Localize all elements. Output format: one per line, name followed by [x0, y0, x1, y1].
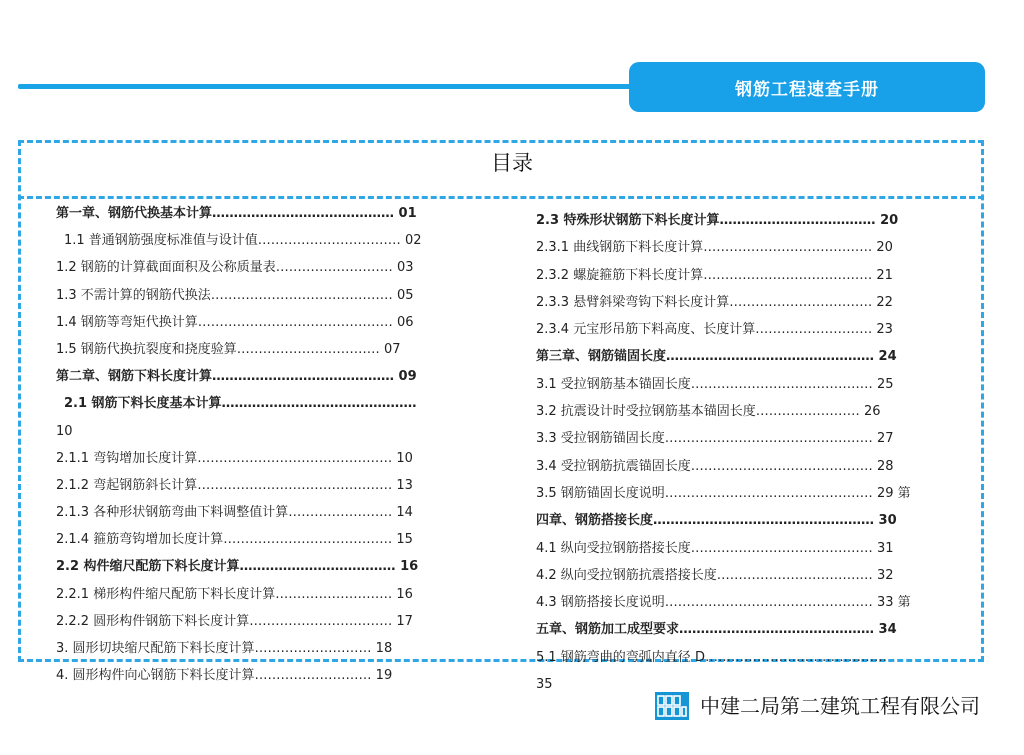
toc-left-column: [56, 200, 486, 689]
toc-entry[interactable]: 第二章、钢筋下料长度计算…………………………………… 09: [56, 369, 417, 385]
toc-entry[interactable]: 第三章、钢筋锚固长度………………………………………… 24: [536, 349, 897, 365]
company-logo-icon: [655, 692, 689, 720]
header-rule: [18, 84, 638, 89]
toc-entry[interactable]: 第一章、钢筋代换基本计算…………………………………… 01: [56, 206, 417, 221]
toc-entry[interactable]: 1.5 钢筋代换抗裂度和挠度验算…………………………… 07: [56, 341, 401, 357]
toc-title-divider: [18, 196, 984, 199]
toc-entry[interactable]: 2.3 特殊形状钢筋下料长度计算……………………………… 20: [536, 213, 899, 228]
toc-entry[interactable]: 3.4 受拉钢筋抗震锚固长度…………………………………… 28: [536, 458, 894, 474]
toc-entry[interactable]: 5.1 钢筋弯曲的弯弧内直径 D……………………………………: [536, 649, 887, 665]
toc-entry[interactable]: 2.1.4 箍筋弯钩增加长度计算………………………………… 15: [56, 532, 413, 548]
toc-entry[interactable]: 四章、钢筋搭接长度…………………………………………… 30: [536, 513, 897, 529]
toc-entry[interactable]: 3.1 受拉钢筋基本锚固长度…………………………………… 25: [536, 376, 894, 392]
manual-title: 钢筋工程速查手册: [735, 79, 879, 100]
toc-entry[interactable]: 2.1 钢筋下料长度基本计算………………………………………: [64, 396, 417, 412]
toc-entry[interactable]: 2.2 构件缩尺配筋下料长度计算……………………………… 16: [56, 559, 419, 575]
toc-entry[interactable]: 4.1 纵向受拉钢筋搭接长度…………………………………… 31: [536, 540, 894, 556]
toc-entry[interactable]: 1.4 钢筋等弯矩代换计算……………………………………… 06: [56, 314, 414, 330]
toc-entry[interactable]: 1.3 不需计算的钢筋代换法…………………………………… 05: [56, 287, 414, 303]
toc-entry[interactable]: 3.3 受拉钢筋锚固长度………………………………………… 27: [536, 431, 894, 447]
toc-right-column: [536, 207, 966, 698]
toc-entry[interactable]: 4.3 钢筋搭接长度说明………………………………………… 33 第: [536, 595, 911, 611]
toc-entry[interactable]: 2.3.2 螺旋箍筋下料长度计算………………………………… 21: [536, 267, 893, 283]
toc-entry[interactable]: 4. 圆形构件向心钢筋下料长度计算……………………… 19: [56, 668, 393, 684]
toc-entry[interactable]: 2.1.2 弯起钢筋斜长计算……………………………………… 13: [56, 477, 413, 493]
toc-entry[interactable]: 10: [56, 423, 73, 439]
toc-entry[interactable]: 2.3.1 曲线钢筋下料长度计算………………………………… 20: [536, 240, 893, 256]
company-name: 中建二局第二建筑工程有限公司: [700, 694, 980, 718]
toc-entry[interactable]: 1.1 普通钢筋强度标准值与设计值…………………………… 02: [64, 233, 422, 249]
toc-entry[interactable]: 五章、钢筋加工成型要求……………………………………… 34: [536, 622, 897, 638]
toc-entry[interactable]: 2.2.2 圆形构件钢筋下料长度计算…………………………… 17: [56, 613, 413, 629]
toc-entry[interactable]: 4.2 纵向受拉钢筋抗震搭接长度……………………………… 32: [536, 567, 894, 583]
toc-entry[interactable]: 2.3.4 元宝形吊筋下料高度、长度计算……………………… 23: [536, 322, 893, 338]
toc-entry[interactable]: 2.2.1 梯形构件缩尺配筋下料长度计算……………………… 16: [56, 586, 413, 602]
toc-entry[interactable]: 35: [536, 677, 553, 693]
toc-entry[interactable]: 3.5 钢筋锚固长度说明………………………………………… 29 第: [536, 485, 911, 501]
toc-entry[interactable]: 3. 圆形切块缩尺配筋下料长度计算……………………… 18: [56, 641, 393, 656]
toc-entry[interactable]: 2.1.1 弯钩增加长度计算……………………………………… 10: [56, 450, 413, 466]
toc-entry[interactable]: 3.2 抗震设计时受拉钢筋基本锚固长度…………………… 26: [536, 404, 881, 420]
toc-entry[interactable]: 2.3.3 悬臂斜梁弯钩下料长度计算…………………………… 22: [536, 294, 893, 310]
toc-entry[interactable]: 2.1.3 各种形状钢筋弯曲下料调整值计算…………………… 14: [56, 505, 413, 521]
manual-title-tab: [629, 62, 985, 112]
toc-title: 目录: [491, 151, 533, 175]
toc-entry[interactable]: 1.2 钢筋的计算截面面积及公称质量表……………………… 03: [56, 260, 414, 276]
